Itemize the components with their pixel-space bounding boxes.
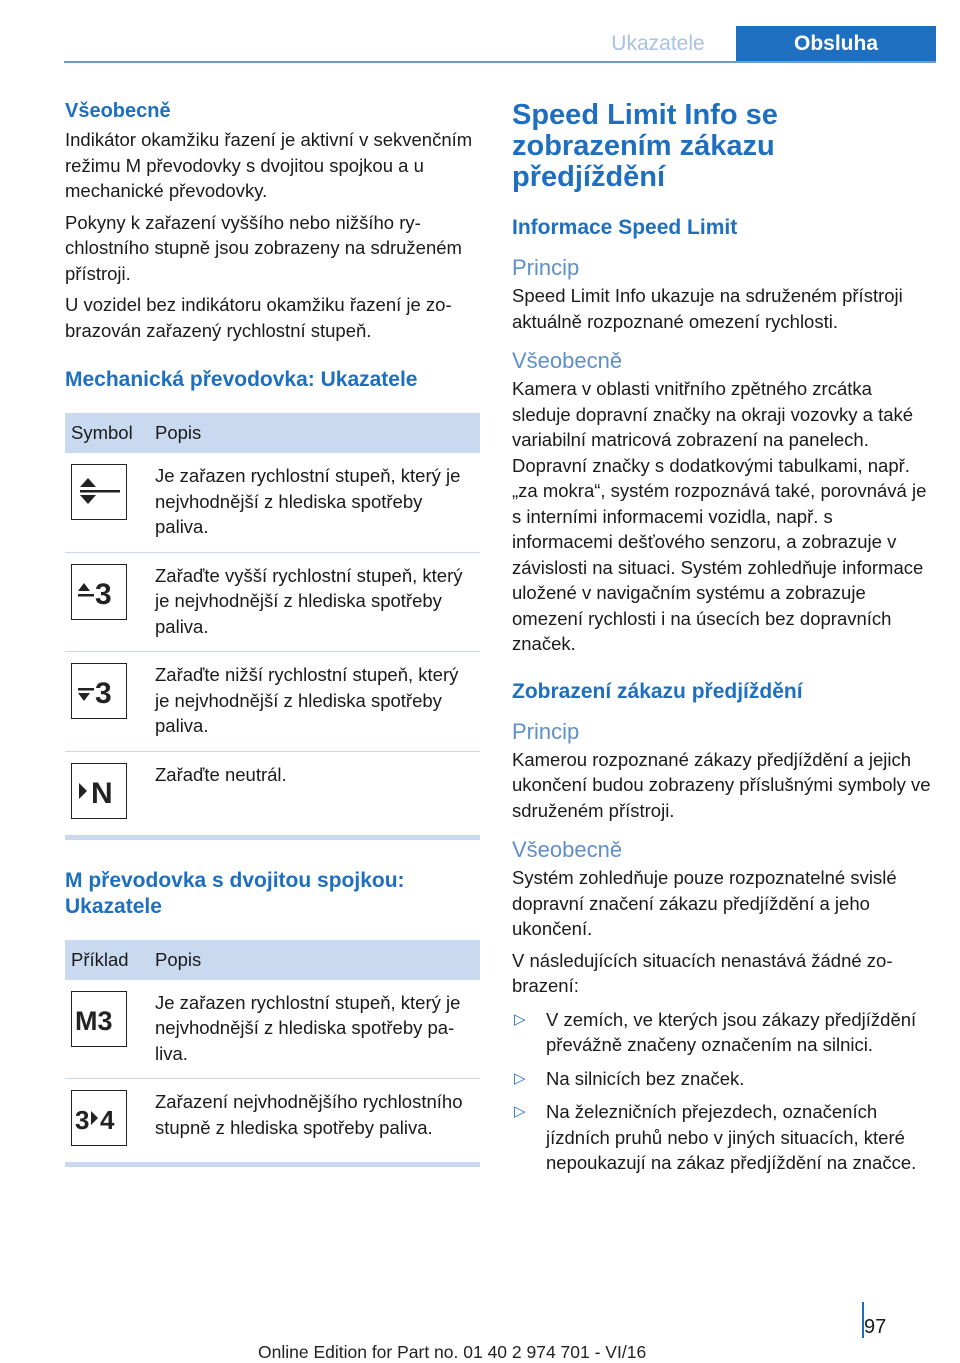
heading-general: Všeobecně [512, 837, 623, 862]
table-row [65, 751, 480, 835]
column-header-description: Popis [149, 940, 480, 980]
table-row [65, 1079, 480, 1163]
heading-principle: Princip [512, 255, 580, 280]
heading-dct-gearbox: M převodovka s dvojitou spojkou: Ukazatele [65, 868, 405, 918]
list-item: ▷ V zemích, ve kterých jsou zákazy předjíždění převážně značeny označením na silnici. [514, 1008, 917, 1055]
table-end-bar [65, 1162, 480, 1167]
row-description: Je zařazen rychlostní stupeň, který je nejvhodnější z hlediska spotřeby paliva. [149, 453, 480, 552]
paragraph-vertical-signs: Systém zohledňuje pouze rozpoznatelné svislé dopravní značení zákazu předjíždění a jeho ukončení. [512, 867, 897, 939]
left-column [65, 100, 480, 1167]
list-item: ▷ Na silnicích bez značek. [512, 1066, 932, 1092]
row-description: Zařaďte nižší rychlostní stupeň, který je nejvhodnější z hlediska spotřeby paliva. [149, 652, 480, 752]
table-header-row [65, 413, 480, 453]
header-divider [64, 61, 936, 63]
manual-gearbox-table [65, 413, 480, 835]
shift-3-to-4-icon [71, 1090, 127, 1146]
triangle-bullet-icon: ▷ [514, 1103, 526, 1120]
table-end-bar [65, 835, 480, 840]
svg-text:3: 3 [95, 677, 112, 710]
edition-note: Online Edition for Part no. 01 40 2 974 701 - VI/16 [258, 1342, 647, 1362]
svg-text:4: 4 [100, 1105, 115, 1135]
column-header-example: Příklad [65, 940, 149, 980]
section-tab-ukazatele[interactable]: Ukazatele [611, 32, 705, 55]
dct-gearbox-table [65, 940, 480, 1163]
list-item: ▷ Na železničních přejezdech, označeních jízdních pruhů nebo v jiných situacích, které nepoukazují na zákaz předjíždění na značce. [514, 1101, 917, 1173]
column-header-symbol: Symbol [65, 413, 149, 453]
shift-up-3-icon [71, 564, 127, 620]
shift-down-3-icon [71, 663, 127, 719]
paragraph-shift-hints: Pokyny k zařazení vyššího nebo nižšího rychlostního stupně jsou zobrazeny na sdruženém přístroji. [65, 211, 462, 284]
heading-principle: Princip [512, 718, 580, 744]
paragraph-camera: Kamera v oblasti vnitřního zpětného zrcátka sleduje dopravní značky na okraji vozovky a také variabilní matricová zobrazení na panelech. Dopravní značky s dodatkovými tabulkami, např. „za mokra“, systém rozpoznává také, porovnává je s interními informacemi vozidla, např. s informacemi dešťového senzoru, a zobrazuje v závislosti na situaci. Systém zohledňuje informace uložené v navigačním systému a zobrazuje omezení rychlosti i na úsecích bez dopravních značek. [512, 378, 927, 654]
right-column [512, 100, 932, 1184]
optimal-gear-icon [71, 464, 127, 520]
situations-list [512, 1007, 932, 1176]
row-description: Zařaďte neutrál. [155, 763, 287, 785]
row-description: Zařaďte vyšší rychlostní stupeň, který je nejvhodnější z hlediska spotřeby paliva. [149, 552, 480, 652]
paragraph-situations: V následujících situacích nenastává žádné zobrazení: [512, 949, 893, 996]
section-title: Speed Limit Info se zobrazením zákazu předjíždění [512, 99, 778, 193]
column-header-description: Popis [149, 413, 480, 453]
paragraph-shift-indicator: Indikátor okamžiku řazení je aktivní v sekvenčním režimu M převodovky s dvojitou spojkou a u mechanické převodovky. [65, 129, 473, 201]
table-row [65, 453, 480, 552]
section-tab-obsluha[interactable]: Obsluha [736, 26, 936, 62]
svg-text:N: N [91, 776, 113, 810]
svg-text:3: 3 [95, 577, 112, 611]
table-row [65, 552, 480, 652]
triangle-bullet-icon: ▷ [514, 1069, 526, 1087]
row-description: Je zařazen rychlostní stupeň, který je nejvhodnější z hlediska spotřeby paliva. [149, 980, 480, 1079]
row-description: Zařazení nejvhodnějšího rychlostního stupně z hlediska spotřeby paliva. [155, 1091, 463, 1138]
page-header [0, 0, 960, 62]
table-row [65, 652, 480, 752]
paragraph-principle: Speed Limit Info ukazuje na sdruženém přístroji aktuálně rozpoznané omezení rychlosti. [512, 285, 903, 332]
heading-no-passing: Zobrazení zákazu předjíždění [512, 679, 803, 703]
heading-manual-gearbox: Mechanická převodovka: Ukazatele [65, 368, 418, 391]
svg-text:3: 3 [75, 1105, 90, 1135]
svg-text:M3: M3 [75, 1005, 113, 1036]
heading-speed-limit-info: Informace Speed Limit [512, 216, 738, 239]
triangle-bullet-icon: ▷ [514, 1010, 526, 1028]
table-row [65, 980, 480, 1079]
heading-general: Všeobecně [65, 100, 171, 122]
table-header-row [65, 940, 480, 980]
shift-neutral-icon [71, 763, 127, 819]
m3-gear-icon [71, 991, 127, 1047]
paragraph-no-passing-principle: Kamerou rozpoznané zákazy předjíždění a jejich ukončení budou zobrazeny příslušnými symboly ve sdruženém přístroji. [512, 748, 931, 821]
paragraph-no-indicator: U vozidel bez indikátoru okamžiku řazení je zobrazován zařazený rychlostní stupeň. [65, 294, 452, 341]
page-number: 97 [864, 1316, 887, 1338]
heading-general: Všeobecně [512, 348, 623, 373]
